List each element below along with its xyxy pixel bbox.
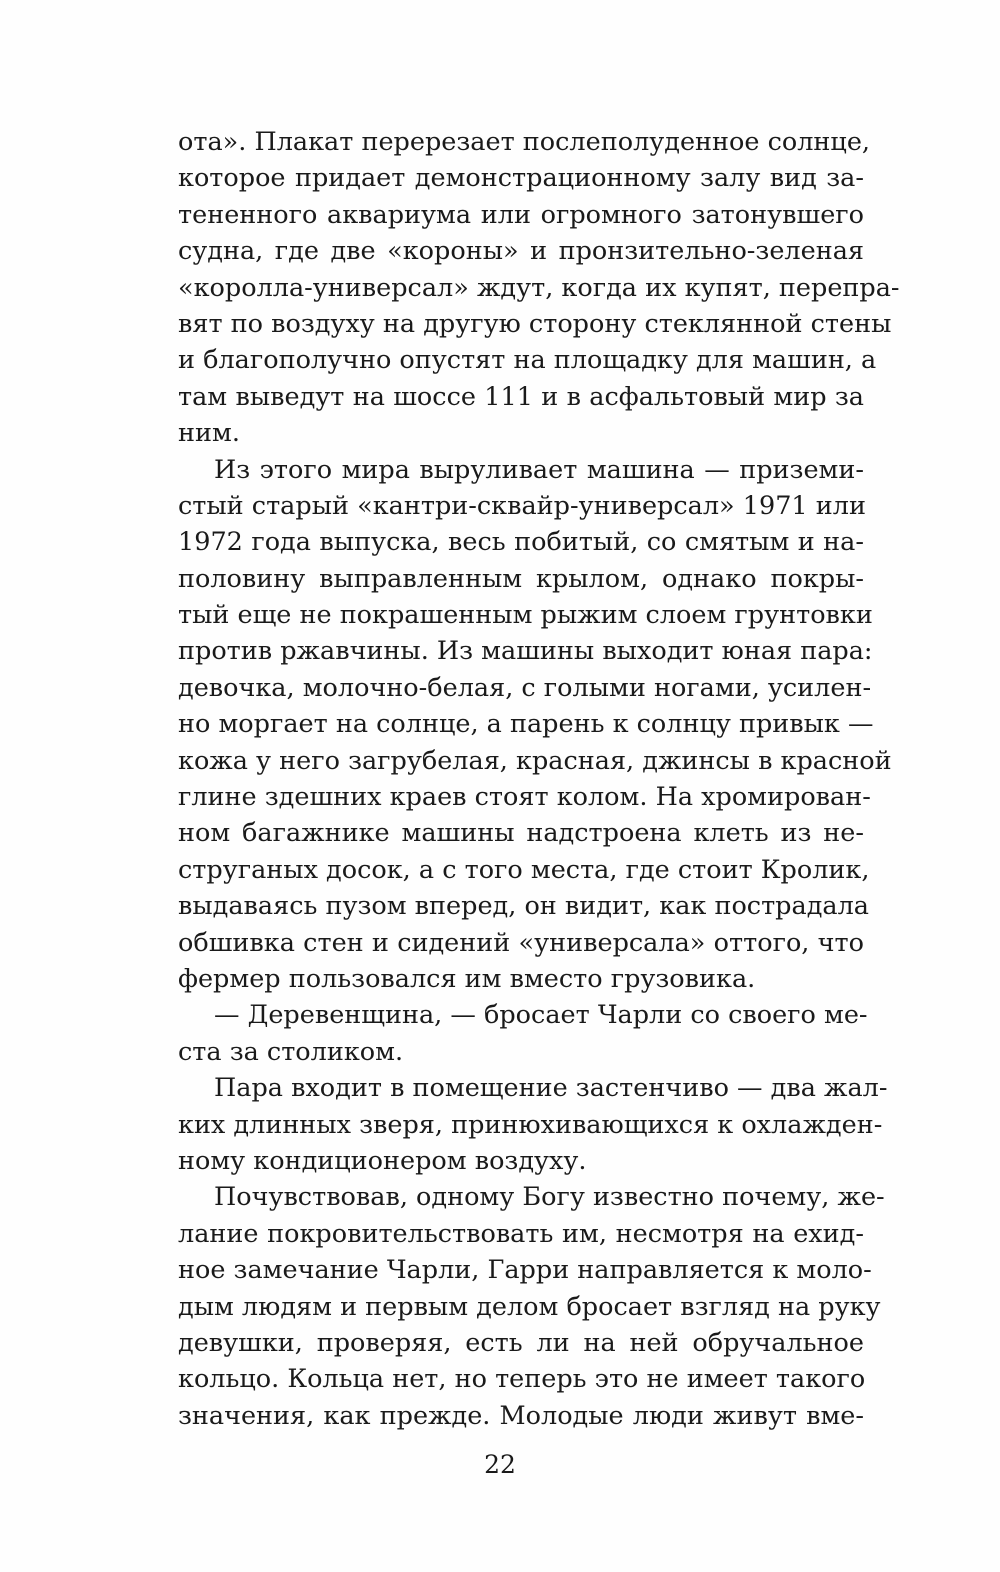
text-line: лание покровительствовать им, несмотря на ехид- xyxy=(178,1218,864,1249)
text-line: кольцо. Кольца нет, но теперь это не имеет такого xyxy=(178,1364,866,1395)
text-line: ним. xyxy=(178,418,240,449)
text-line: глине здешних краев стоят колом. На хромирован- xyxy=(178,782,871,813)
text-line: выдаваясь пузом вперед, он видит, как пострадала xyxy=(178,891,870,922)
text-line: значения, как прежде. Молодые люди живут вме- xyxy=(178,1400,864,1431)
text-line: Из этого мира выруливает машина — приземи- xyxy=(214,454,864,485)
text-line: судна, где две «короны» и пронзительно-зеленая xyxy=(178,236,864,267)
text-line: девушки, проверяя, есть ли на ней обручальное xyxy=(178,1327,864,1358)
text-line: которое придает демонстрационному залу вид за- xyxy=(178,163,864,194)
text-line: тененного аквариума или огромного затонувшего xyxy=(178,199,864,230)
paragraph xyxy=(178,997,868,1070)
text-line: обшивка стен и сидений «универсала» оттого, что xyxy=(178,927,864,958)
text-line: там выведут на шоссе 111 и в асфальтовый мир за xyxy=(178,381,864,412)
text-line: ких длинных зверя, принюхивающихся к охлажден- xyxy=(178,1109,883,1140)
text-line: девочка, молочно-белая, с голыми ногами, усилен- xyxy=(178,672,872,703)
text-line: — Деревенщина, — бросает Чарли со своего ме- xyxy=(214,1000,868,1031)
text-line: ном багажнике машины надстроена клеть из не- xyxy=(178,818,864,849)
text-line: и благополучно опустят на площадку для машин, а xyxy=(178,345,877,376)
text-line: но моргает на солнце, а парень к солнцу привык — xyxy=(178,709,874,740)
page-number: 22 xyxy=(484,1450,516,1479)
text-line: «королла-универсал» ждут, когда их купят, перепра- xyxy=(178,272,900,303)
body-text xyxy=(178,124,900,1434)
text-line: тый еще не покрашенным рыжим слоем грунтовки xyxy=(178,600,873,631)
paragraph xyxy=(178,1179,885,1434)
paragraph xyxy=(178,1070,888,1179)
text-line: кожа у него загрубелая, красная, джинсы в красной xyxy=(178,745,892,776)
text-line: струганых досок, а с того места, где стоит Кролик, xyxy=(178,854,870,885)
text-line: ное замечание Чарли, Гарри направляется к моло- xyxy=(178,1255,872,1286)
paragraph xyxy=(178,452,892,998)
text-line: Почувствовав, одному Богу известно почему, же- xyxy=(214,1182,885,1213)
paragraph xyxy=(178,124,900,452)
text-line: вят по воздуху на другую сторону стеклянной стены xyxy=(178,308,892,339)
text-line: фермер пользовался им вместо грузовика. xyxy=(178,963,756,994)
text-line: ному кондиционером воздуху. xyxy=(178,1145,587,1176)
text-line: ота». Плакат перерезает послеполуденное солнце, xyxy=(178,127,871,157)
text-line: дым людям и первым делом бросает взгляд на руку xyxy=(178,1291,881,1322)
text-line: половину выправленным крылом, однако покры- xyxy=(178,563,864,594)
text-line: ста за столиком. xyxy=(178,1036,404,1067)
text-line: против ржавчины. Из машины выходит юная пара: xyxy=(178,636,873,667)
text-line: 1972 года выпуска, весь побитый, со смятым и на- xyxy=(178,527,864,558)
text-line: стый старый «кантри-сквайр-универсал» 1971 или xyxy=(178,490,866,521)
text-line: Пара входит в помещение застенчиво — два жал- xyxy=(214,1073,888,1104)
